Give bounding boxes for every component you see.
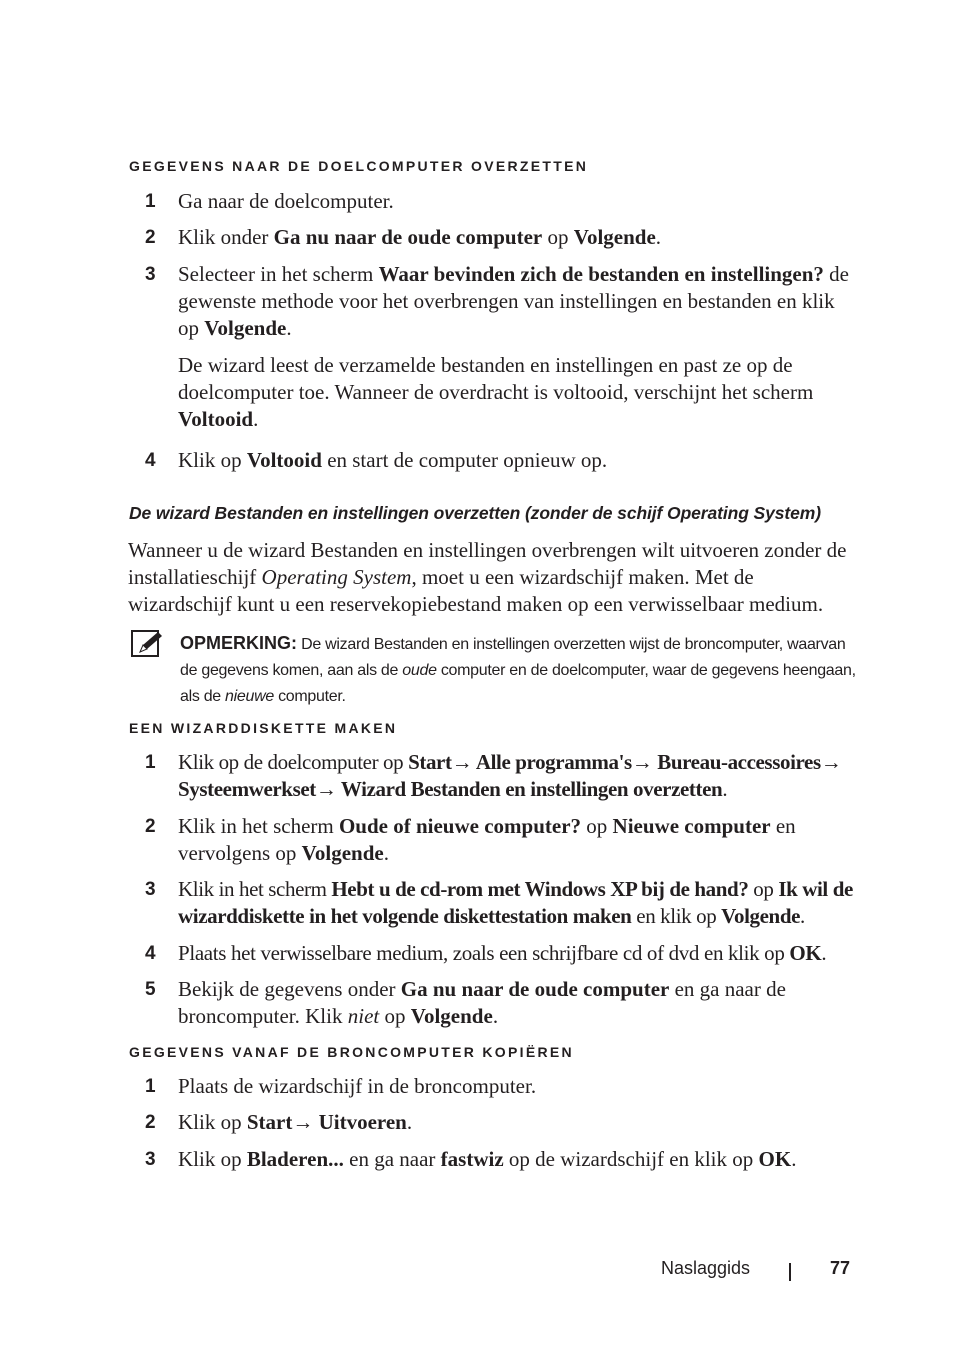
text-run: en klik op — [631, 904, 722, 928]
body-paragraph — [128, 537, 858, 618]
step-text — [178, 813, 858, 867]
footer-label: Naslaggids — [661, 1258, 751, 1278]
bold-term: Start→ Uitvoeren — [246, 1110, 407, 1134]
bold-term: Volgende — [721, 904, 801, 928]
text-run: op — [581, 814, 613, 838]
step-text — [178, 261, 858, 342]
bold-term: Ga nu naar de oude computer — [400, 977, 670, 1001]
step-text — [178, 1073, 858, 1100]
text-run: Klik op — [178, 1147, 247, 1171]
text-run: computer en de doelcomputer, waar de gegevens heengaan, als de — [180, 662, 856, 705]
step-number: 3 — [145, 264, 156, 285]
bold-term: Ik wil de wizarddiskette in het volgende diskettestation maken — [178, 877, 853, 928]
text-run: Ga naar de doelcomputer. — [178, 189, 394, 213]
step-number: 4 — [145, 450, 156, 471]
bold-term: Volgende — [204, 316, 287, 340]
subsection-heading: De wizard Bestanden en instellingen overzetten (zonder de schijf Operating System) — [129, 503, 821, 523]
italic-term: niet — [347, 1004, 380, 1028]
text-run: Klik onder — [178, 225, 274, 249]
text-run: Klik in het scherm — [178, 814, 339, 838]
step-number: 3 — [145, 879, 156, 900]
step-text — [178, 188, 858, 215]
text-run: . — [800, 904, 805, 928]
text-run: Klik op — [178, 1110, 247, 1134]
text-run: en ga naar — [343, 1147, 441, 1171]
pencil-note-icon — [131, 630, 163, 658]
text-run: . — [492, 1004, 499, 1028]
italic-term: oude — [402, 662, 437, 679]
bold-term: Waar bevinden zich de bestanden en instellingen? — [378, 262, 824, 286]
bold-term: fastwiz — [440, 1147, 504, 1171]
bold-term: Voltooid — [178, 407, 254, 431]
note-label: OPMERKING: — [180, 633, 297, 653]
step-text — [178, 447, 858, 474]
text-run: op de wizardschijf en klik op — [503, 1147, 759, 1171]
step-continuation-text — [178, 352, 858, 433]
italic-term: Operating System — [261, 565, 412, 589]
step-text — [178, 976, 858, 1030]
step-number: 3 — [145, 1149, 156, 1170]
text-run: . — [655, 225, 662, 249]
step-number: 2 — [145, 816, 156, 837]
bold-term: OK — [789, 941, 822, 965]
text-run: Selecteer in het scherm — [178, 262, 379, 286]
text-run: Bekijk de gegevens onder — [178, 977, 401, 1001]
text-run: op — [542, 225, 574, 249]
text-run: . — [383, 841, 389, 865]
text-run: en start de computer opnieuw op. — [321, 448, 608, 472]
bold-term: Bladeren... — [246, 1147, 344, 1171]
step-text — [178, 940, 858, 967]
bold-term: OK — [758, 1147, 792, 1171]
text-run: computer. — [273, 688, 346, 705]
text-run: De wizard Bestanden en instellingen overzetten wijst de broncomputer, waarvan de gegevens komen, aan als de — [180, 636, 846, 679]
bold-term: Oude of nieuwe computer? — [338, 814, 582, 838]
text-run: op — [379, 1004, 411, 1028]
text-run: . — [821, 941, 827, 965]
bold-term: Volgende — [410, 1004, 493, 1028]
text-run: en vervolgens op — [178, 814, 796, 865]
bold-term: Ga nu naar de oude computer — [273, 225, 543, 249]
text-run: . — [791, 1147, 797, 1171]
step-text — [178, 224, 858, 251]
text-run: Plaats de wizardschijf in de broncomputer. — [178, 1074, 537, 1098]
text-run: Klik op de doelcomputer op — [178, 750, 409, 774]
text-run: De wizard leest de verzamelde bestanden en instellingen en past ze op de doelcomputer toe. Wanneer de overdracht is voltooid, verschijnt het scherm — [178, 353, 814, 404]
text-run: Wanneer u de wizard Bestanden en instellingen overbrengen wilt uitvoeren zonder de installatieschijf — [128, 538, 847, 589]
text-run: Klik in het scherm — [178, 877, 332, 901]
bold-term: Voltooid — [246, 448, 322, 472]
bold-term: Nieuwe computer — [612, 814, 771, 838]
section-heading: GEGEVENS NAAR DE DOELCOMPUTER OVERZETTEN — [129, 158, 589, 174]
text-run: Plaats het verwisselbare medium, zoals een schrijfbare cd of dvd en klik op — [178, 941, 790, 965]
step-number: 1 — [145, 191, 156, 212]
section-heading: EEN WIZARDDISKETTE MAKEN — [129, 720, 398, 736]
step-number: 2 — [145, 1112, 156, 1133]
text-run: . — [286, 316, 292, 340]
step-number: 2 — [145, 227, 156, 248]
text-run: , moet u een wizardschijf maken. Met de wizardschijf kunt u een reservekopiebestand maken op een verwisselbaar medium. — [128, 565, 824, 616]
bold-term: Hebt u de cd-rom met Windows XP bij de hand? — [331, 877, 749, 901]
text-run: de gewenste methode voor het overbrengen van instellingen en bestanden en klik op — [178, 262, 849, 340]
section-heading: GEGEVENS VANAF DE BRONCOMPUTER KOPIËREN — [129, 1044, 574, 1060]
step-number: 1 — [145, 752, 156, 773]
text-run: . — [406, 1110, 413, 1134]
footer-divider — [789, 1263, 791, 1281]
note-box — [180, 630, 865, 710]
page-number: 77 — [830, 1258, 851, 1278]
italic-term: nieuwe — [225, 688, 274, 705]
text-run: . — [722, 777, 728, 801]
text-run: . — [253, 407, 259, 431]
text-run: Klik op — [178, 448, 247, 472]
step-text — [178, 876, 858, 930]
step-number: 4 — [145, 943, 156, 964]
text-run: en ga naar de broncomputer. Klik — [178, 977, 786, 1028]
step-text — [178, 1109, 858, 1136]
bold-term: Start→ Alle programma's→ Bureau-accessoires→ Systeemwerkset→ Wizard Bestanden en instellingen overzetten — [178, 750, 842, 801]
bold-term: Volgende — [573, 225, 656, 249]
step-number: 5 — [145, 979, 156, 1000]
step-number: 1 — [145, 1076, 156, 1097]
text-run: op — [748, 877, 779, 901]
bold-term: Volgende — [301, 841, 384, 865]
step-text — [178, 1146, 858, 1173]
step-text — [178, 749, 858, 803]
